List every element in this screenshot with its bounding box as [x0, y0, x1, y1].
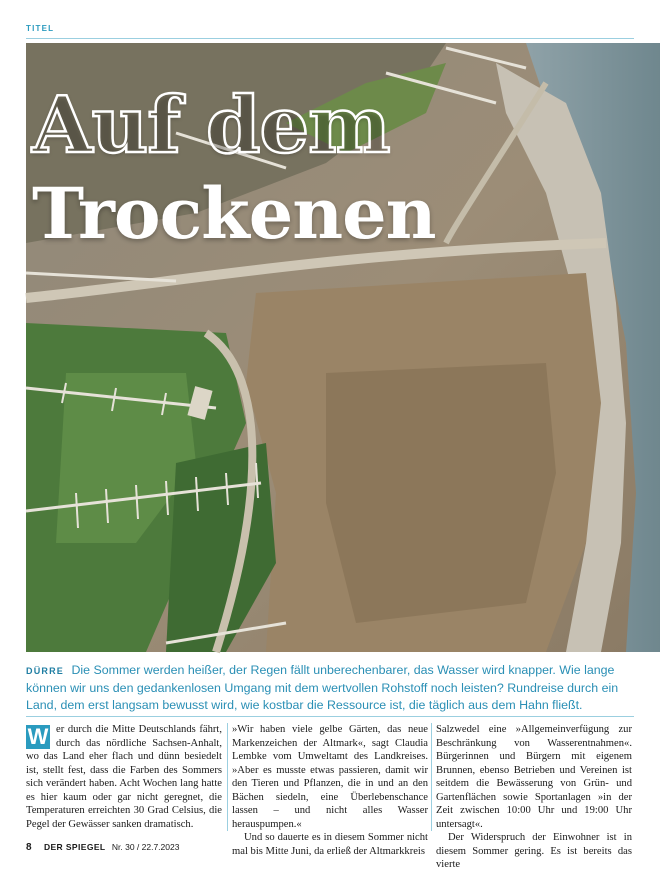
- teaser-kicker: DÜRRE: [26, 666, 65, 676]
- teaser-divider: [26, 716, 634, 717]
- top-divider: [26, 38, 634, 39]
- headline-line-2: Trockenen: [32, 172, 436, 255]
- section-label: TITEL: [26, 24, 55, 33]
- magazine-name: DER SPIEGEL: [43, 842, 106, 852]
- headline: [32, 82, 436, 258]
- issue-info: Nr. 30 / 22.7.2023: [111, 842, 180, 852]
- headline-line-1: Auf dem: [32, 80, 390, 171]
- body-paragraph: Und so dauerte es in diesem Sommer nicht mal bis Mitte Juni, da erließ der Altmarkkreis: [232, 832, 428, 857]
- page-number: 8: [26, 842, 32, 853]
- column-divider: [431, 723, 432, 831]
- dropcap: W: [27, 724, 49, 749]
- body-paragraph: er durch die Mitte Deutschlands fährt, durch das nördliche Sachsen-Anhalt, wo das Land eher flach und dünn besiedelt ist, stellt fest, dass die Farben des Sommers sich verändert haben. Acht Wochen lang hatte es hier kaum oder gar nicht geregnet, die Temperaturen erreichten 30 Grad Celsius, die Pegel der Gewässer sanken dramatisch.: [26, 724, 222, 830]
- body-paragraph: Der Widerspruch der Einwohner ist in diesem Sommer gering. Es ist bereits das vierte: [436, 832, 632, 870]
- body-column-1: [26, 723, 222, 831]
- body-paragraph: »Wir haben viele gelbe Gärten, das neue Markenzeichen der Altmark«, sagt Claudia Lembke vom Umweltamt des Landkreises. »Aber es musste etwas passieren, damit wir den Tieren und Pflanzen, die in und an den Bächen siedeln, eine Überlebenschance lassen – und nicht alles Wasser herauspumpen.«: [232, 724, 428, 830]
- page-footer: [26, 842, 179, 853]
- body-paragraph: Salzwedel eine »Allgemeinverfügung zur Beschränkung von Wasserentnahmen«. Bürgerinnen und Bürgern mit eigenem Brunnen, ebenso Betrieben und Vereinen ist seitdem die Bewässerung von Grün- und Gartenflächen sowie Sportanlagen »in der Zeit zwischen 10:00 Uhr und 19:00 Uhr untersagt«.: [436, 724, 632, 830]
- body-column-3: [436, 723, 632, 870]
- column-divider: [227, 723, 228, 831]
- body-column-2: [232, 723, 428, 857]
- teaser: [26, 662, 638, 714]
- teaser-text: Die Sommer werden heißer, der Regen fällt unberechenbarer, das Wasser wird knapper. Wie lange können wir uns den gedankenlosen Umgang mit dem wertvollen Rohstoff noch leisten? Rundreise durch ein Land, dem erst langsam bewusst wird, wie kostbar die Ressource ist, die täglich aus dem Hahn fließt.: [26, 663, 619, 712]
